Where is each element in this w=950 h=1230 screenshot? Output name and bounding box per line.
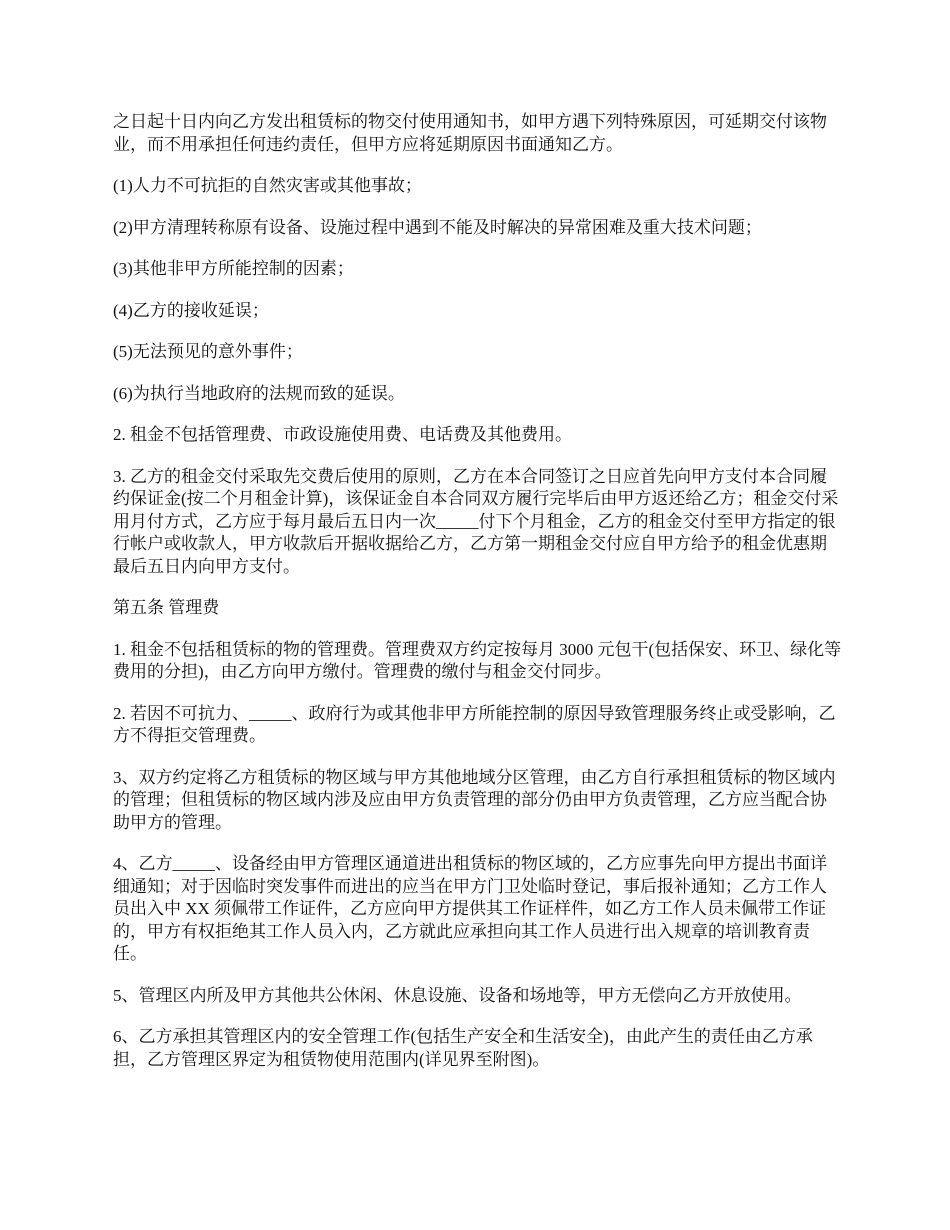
paragraph-access-procedures: 4、乙方_____、设备经由甲方管理区通道进出租赁标的物区域的，乙方应事先向甲方提出书面详细通知；对于因临时突发事件而进出的应当在甲方门卫处临时登记，事后报补通知；乙方工作人员出入中 XX 须佩带工作证件，乙方应向甲方提供其工作证样件，如乙方工作人员未佩带工作证的，甲方有权拒绝其工作人员入内，乙方就此应承担向其工作人员进行出入规章的培训教育责任。: [113, 854, 827, 963]
list-item-equipment-clearing: (2)甲方清理转称原有设备、设施过程中遇到不能及时解决的异常困难及重大技术问题；: [113, 217, 762, 237]
paragraph-management-fee-amount: 1. 租金不包括租赁标的物的管理费。管理费双方约定按每月 3000 元包干(包括保安、环卫、绿化等费用的分担)，由乙方向甲方缴付。管理费的缴付与租金交付同步。: [113, 639, 842, 681]
list-item-uncontrollable-factors: (3)其他非甲方所能控制的因素；: [113, 259, 354, 278]
paragraph-rent-payment: 3. 乙方的租金交付采取先交费后使用的原则，乙方在本合同签订之日应首先向甲方支付本合同履约保证金(按二个月租金计算)，该保证金自本合同双方履行完毕后由甲方返还给乙方；租金交付采用月付方式，乙方应于每月最后五日内一次_____付下个月租金，乙方的租金交付至甲方指定的银行帐户或收款人，甲方收款后开据收据给乙方，乙方第一期租金交付应自甲方给予的租金优惠期最后五日内向甲方支付。: [113, 466, 839, 576]
list-item-force-majeure: (1)人力不可抗拒的自然灾害或其他事故；: [113, 176, 422, 195]
list-item-receipt-delay: (4)乙方的接收延误；: [113, 300, 269, 320]
paragraph-shared-facilities: 5、管理区内所及甲方其他共公休闲、休息设施、设备和场地等，甲方无偿向乙方开放使用。: [113, 985, 802, 1005]
paragraph-management-fee-obligation: 2. 若因不可抗力、_____、政府行为或其他非甲方所能控制的原因导致管理服务终止或受影响，乙方不得拒交管理费。: [113, 703, 836, 745]
list-item-unforeseen-events: (5)无法预见的意外事件；: [113, 342, 303, 361]
paragraph-zone-management: 3、双方约定将乙方租赁标的物区域与甲方其他地域分区管理，由乙方自行承担租赁标的物区域内的管理；但租赁标的物区域内涉及应由甲方负责管理的部分仍由甲方负责管理，乙方应当配合协助甲方的管理。: [113, 767, 836, 832]
list-item-government-regulations: (6)为执行当地政府的法规而致的延误。: [113, 383, 405, 403]
paragraph-delivery-notice: 之日起十日内向乙方发出租赁标的物交付使用通知书，如甲方遇下列特殊原因，可延期交付该物业，而不用承担任何违约责任，但甲方应将延期原因书面通知乙方。: [113, 112, 827, 154]
section-heading-management-fee: 第五条 管理费: [113, 598, 220, 617]
paragraph-rent-exclusions: 2. 租金不包括管理费、市政设施使用费、电话费及其他费用。: [113, 425, 572, 444]
paragraph-safety-management: 6、乙方承担其管理区内的安全管理工作(包括生产安全和生活安全)，由此产生的责任由乙方承担，乙方管理区界定为租赁物使用范围内(详见界至附图)。: [113, 1027, 813, 1069]
